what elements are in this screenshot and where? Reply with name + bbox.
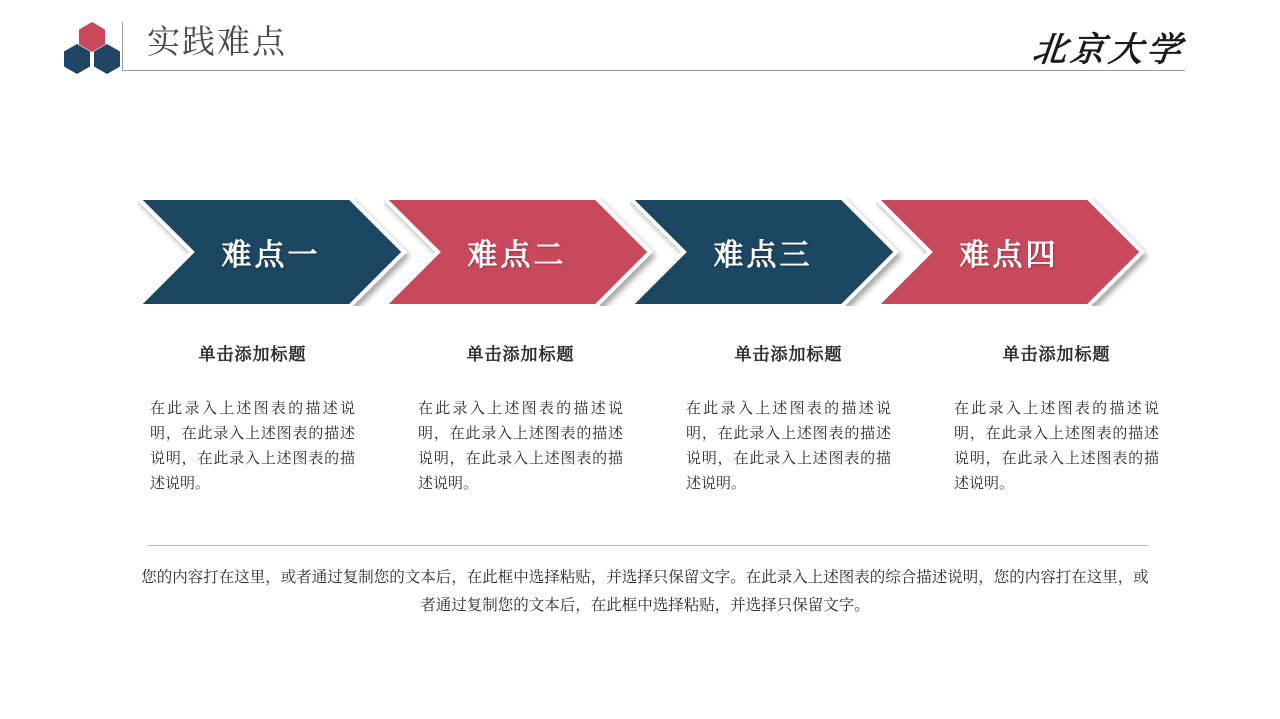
column-2-body: 在此录入上述图表的描述说明，在此录入上述图表的描述说明，在此录入上述图表的描述说明。 [418,401,623,492]
chevron-step-4-label: 难点四 [959,239,1059,272]
process-chevron-row [138,198,1178,308]
column-4-title: 单击添加标题 [1002,345,1111,364]
description-column-1 [150,340,355,497]
page-title: 实践难点 [147,23,287,60]
hexagon-cluster-logo [62,22,122,74]
column-3-title: 单击添加标题 [734,345,843,364]
footer-divider [148,545,1148,546]
slide-header [0,0,1280,86]
chevron-step-2-label: 难点二 [467,239,567,272]
header-divider-vertical [122,22,123,70]
column-3-body: 在此录入上述图表的描述说明，在此录入上述图表的描述说明，在此录入上述图表的描述说明。 [686,401,891,492]
hexagon-right-icon [94,44,120,74]
column-2-title: 单击添加标题 [466,345,575,364]
column-1-title: 单击添加标题 [198,345,307,364]
chevron-step-4[interactable] [876,198,1172,306]
description-column-2 [418,340,623,497]
column-4-body: 在此录入上述图表的描述说明，在此录入上述图表的描述说明，在此录入上述图表的描述说明。 [954,401,1159,492]
hexagon-left-icon [64,44,90,74]
chevron-step-3-label: 难点三 [713,239,813,272]
description-column-3 [686,340,891,497]
header-divider [122,70,1185,71]
university-logo: 北京大学 [1030,32,1187,69]
description-columns [150,340,1160,497]
footer-summary-text: 您的内容打在这里，或者通过复制您的文本后，在此框中选择粘贴，并选择只保留文字。在此录入上述图表的综合描述说明，您的内容打在这里，或者通过复制您的文本后，在此框中选择粘贴，并选择只保留文字。 [141,569,1149,614]
chevron-step-1-label: 难点一 [221,239,321,272]
column-1-body: 在此录入上述图表的描述说明，在此录入上述图表的描述说明，在此录入上述图表的描述说明。 [150,401,355,492]
description-column-4 [954,340,1159,497]
